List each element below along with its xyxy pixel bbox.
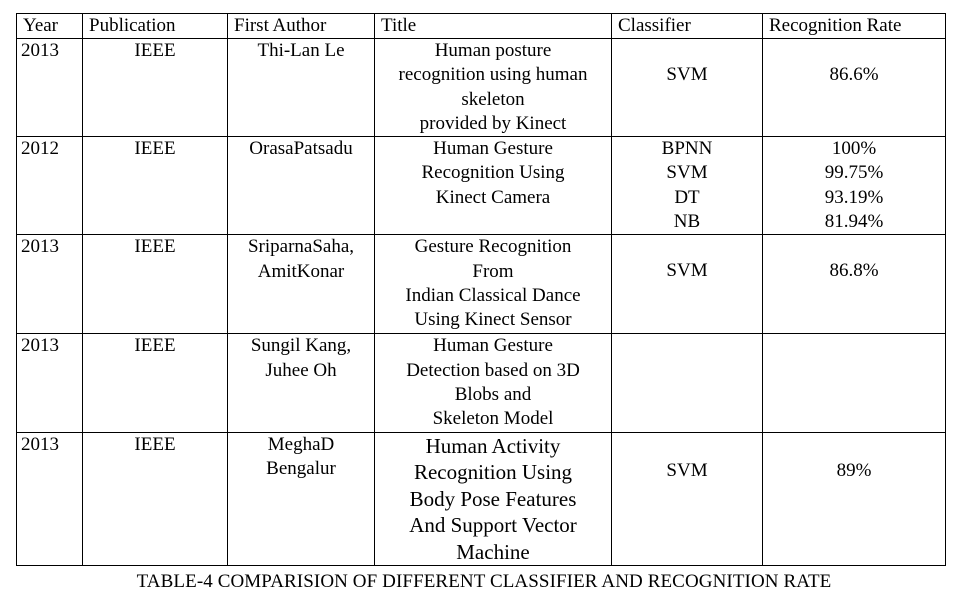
cell-classifier: [612, 39, 763, 137]
header-row: [17, 14, 946, 39]
rate-value: 100%: [831, 138, 877, 160]
cell-year: 2013: [17, 235, 83, 334]
cell-classifier: [612, 334, 763, 432]
title-line: Recognition Using: [421, 162, 565, 184]
comparison-table: [16, 13, 946, 566]
rate-value: 86.6%: [829, 64, 879, 85]
author-line: Sungil Kang,: [250, 335, 352, 357]
classifier-value: NB: [673, 211, 701, 233]
cell-title: [375, 334, 612, 432]
cell-first-author: [228, 39, 375, 137]
table-row: [17, 432, 946, 566]
cell-publication: IEEE: [83, 137, 228, 235]
rate-value: 81.94%: [824, 211, 884, 233]
title-line: recognition using human: [398, 64, 588, 86]
rate-value: 86.8%: [829, 260, 879, 282]
table-row: [17, 235, 946, 334]
table-row: [17, 39, 946, 137]
classifier-value: DT: [674, 186, 700, 208]
cell-publication: IEEE: [83, 432, 228, 566]
author-line: MeghaD: [267, 433, 335, 455]
cell-year: 2012: [17, 137, 83, 235]
title-line: Human Gesture: [433, 335, 553, 357]
classifier-value: SVM: [666, 162, 708, 184]
title-line: Using Kinect Sensor: [414, 309, 572, 331]
title-line: Indian Classical Dance: [405, 284, 581, 306]
header-first-author: First Author: [228, 14, 375, 39]
rate-value: 89%: [836, 459, 872, 481]
cell-recognition-rate: [763, 334, 946, 432]
cell-classifier: [612, 137, 763, 235]
title-line: Blobs and: [454, 383, 532, 405]
author-line: SriparnaSaha,: [247, 236, 355, 258]
title-line: Detection based on 3D: [406, 359, 580, 381]
table-caption: TABLE-4 COMPARISION OF DIFFERENT CLASSIFIER AND RECOGNITION RATE: [136, 571, 832, 592]
cell-first-author: [228, 432, 375, 566]
rate-value: 93.19%: [824, 186, 884, 208]
cell-recognition-rate: [763, 235, 946, 334]
table-row: [17, 137, 946, 235]
title-line: Human posture: [434, 40, 552, 61]
cell-publication: IEEE: [83, 235, 228, 334]
classifier-value: SVM: [666, 64, 708, 85]
title-line: provided by Kinect: [419, 112, 567, 134]
classifier-value: SVM: [666, 260, 708, 282]
table-body: [17, 39, 946, 566]
title-line: Skeleton Model: [432, 408, 554, 430]
title-line: Kinect Camera: [435, 186, 551, 208]
cell-classifier: [612, 235, 763, 334]
header-recognition-rate: Recognition Rate: [763, 14, 946, 39]
cell-publication: IEEE: [83, 39, 228, 137]
title-line: Machine: [456, 539, 530, 564]
cell-title: [375, 137, 612, 235]
author-line: Juhee Oh: [265, 359, 337, 381]
title-line: And Support Vector: [409, 513, 577, 538]
cell-first-author: [228, 137, 375, 235]
header-year: Year: [17, 14, 83, 39]
title-line: Human Gesture: [433, 138, 553, 160]
title-line: Human Activity: [425, 433, 561, 458]
classifier-value: BPNN: [661, 138, 713, 160]
cell-title: [375, 235, 612, 334]
cell-publication: IEEE: [83, 334, 228, 432]
cell-first-author: [228, 334, 375, 432]
cell-first-author: [228, 235, 375, 334]
cell-recognition-rate: [763, 137, 946, 235]
title-line: Gesture Recognition: [414, 236, 572, 258]
title-line: Recognition Using: [413, 460, 573, 485]
title-line: skeleton: [461, 88, 525, 110]
author-line: AmitKonar: [257, 260, 345, 282]
author-line: Thi-Lan Le: [257, 40, 345, 61]
cell-recognition-rate: [763, 432, 946, 566]
cell-recognition-rate: [763, 39, 946, 137]
classifier-value: SVM: [666, 459, 708, 481]
cell-title: [375, 39, 612, 137]
author-line: OrasaPatsadu: [249, 138, 353, 160]
table-row: [17, 334, 946, 432]
cell-title: [375, 432, 612, 566]
rate-value: 99.75%: [824, 162, 884, 184]
header-publication: Publication: [83, 14, 228, 39]
title-line: Body Pose Features: [409, 486, 577, 511]
author-line: Bengalur: [266, 457, 336, 479]
header-title: Title: [375, 14, 612, 39]
cell-year: 2013: [17, 334, 83, 432]
header-classifier: Classifier: [612, 14, 763, 39]
cell-classifier: [612, 432, 763, 566]
cell-year: 2013: [17, 39, 83, 137]
title-line: From: [472, 260, 514, 282]
cell-year: 2013: [17, 432, 83, 566]
